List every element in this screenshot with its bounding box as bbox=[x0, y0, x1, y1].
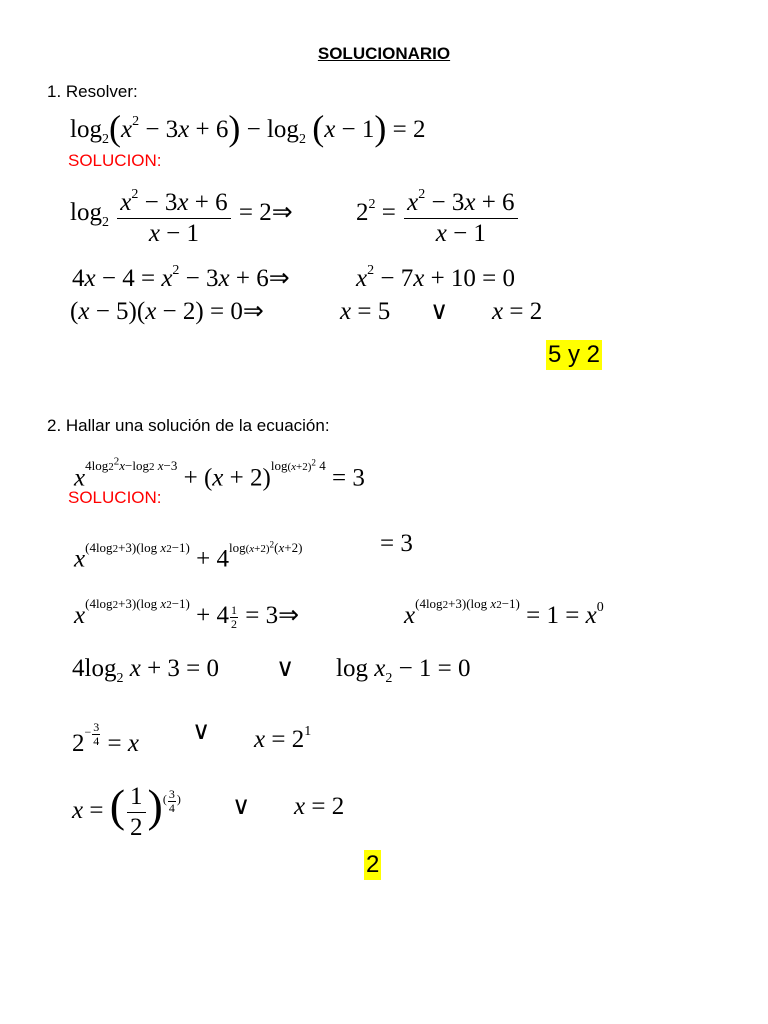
problem-2-solution-label: SOLUCION: bbox=[68, 488, 162, 507]
or-symbol: ∨ bbox=[192, 718, 211, 745]
problem-1-step-1b: $2^2$ = $\frac{x^2 - 3x + 6}{x - 1}$ bbox=[356, 180, 520, 249]
or-symbol: ∨ bbox=[232, 793, 251, 820]
problem-2-step-4b: $x = 2^1$ bbox=[254, 724, 312, 753]
problem-2-step-5: x = ( $\frac{1}{2}$ )$^{( \frac{3}{4} )}$ bbox=[72, 780, 181, 841]
problem-1-step-2: $4x - 4 = x^2 - 3x$ + 6⇒ bbox=[72, 263, 290, 292]
or-symbol: ∨ bbox=[430, 298, 449, 325]
problem-1-step-2b: $x^2 - 7x + 10 = 0$ bbox=[356, 263, 516, 292]
problem-2-step-3: $4\log_2$ x + 3 = 0 bbox=[72, 655, 220, 686]
problem-2-step-5b: x = 2 bbox=[294, 793, 345, 820]
problem-2-step-2b: $x^{(4log2+3)(log x2-1)} = 1 = x^0$ bbox=[404, 596, 604, 629]
problem-2-label: 2. Hallar una solución de la ecuación: bbox=[47, 416, 330, 435]
problem-2-step-1: $x^{(4log2+3)(log x2-1)} + 4^{log(x+2)^2(x+2)}$ bbox=[74, 539, 303, 573]
problem-2-step-1b: = 3 bbox=[380, 530, 413, 557]
problem-1-answer: 5 y 2 bbox=[548, 341, 601, 368]
problem-2-equation: $x^{4log2^2x-log2 x-3} + (x + 2)^{log(x+2)^2 4} = 3$ bbox=[74, 456, 365, 492]
problem-1-step-3: (x − 5)(x − 2) = 0⇒ bbox=[70, 298, 264, 325]
problem-2-step-2: $x^{(4log2+3)(log x2-1)} + 4$ $\frac{1}{2}$ = 3⇒ bbox=[74, 596, 300, 631]
problem-1-label: 1. Resolver: bbox=[47, 82, 138, 101]
problem-1-step-1: $\log_2$ $\frac{x^2 - 3x + 6}{x - 1}$ = 2⇒ bbox=[70, 180, 293, 249]
problem-1-equation: $\log_2(x^2 - 3x + 6) - \log_2 (x - 1) = 2$ bbox=[70, 108, 426, 148]
page-title: SOLUCIONARIO bbox=[317, 44, 451, 63]
problem-2-answer: 2 bbox=[366, 851, 380, 878]
problem-2-step-3b: $\log x_2 - 1 = 0$ bbox=[336, 655, 471, 686]
problem-1-step-3c: x = 2 bbox=[492, 298, 543, 325]
or-symbol: ∨ bbox=[276, 655, 295, 682]
problem-1-solution-label: SOLUCION: bbox=[68, 151, 162, 170]
problem-1-step-3b: x = 5 bbox=[340, 298, 391, 325]
problem-2-step-4: $2^{- \frac{3}{4}}$ = x bbox=[72, 720, 139, 757]
